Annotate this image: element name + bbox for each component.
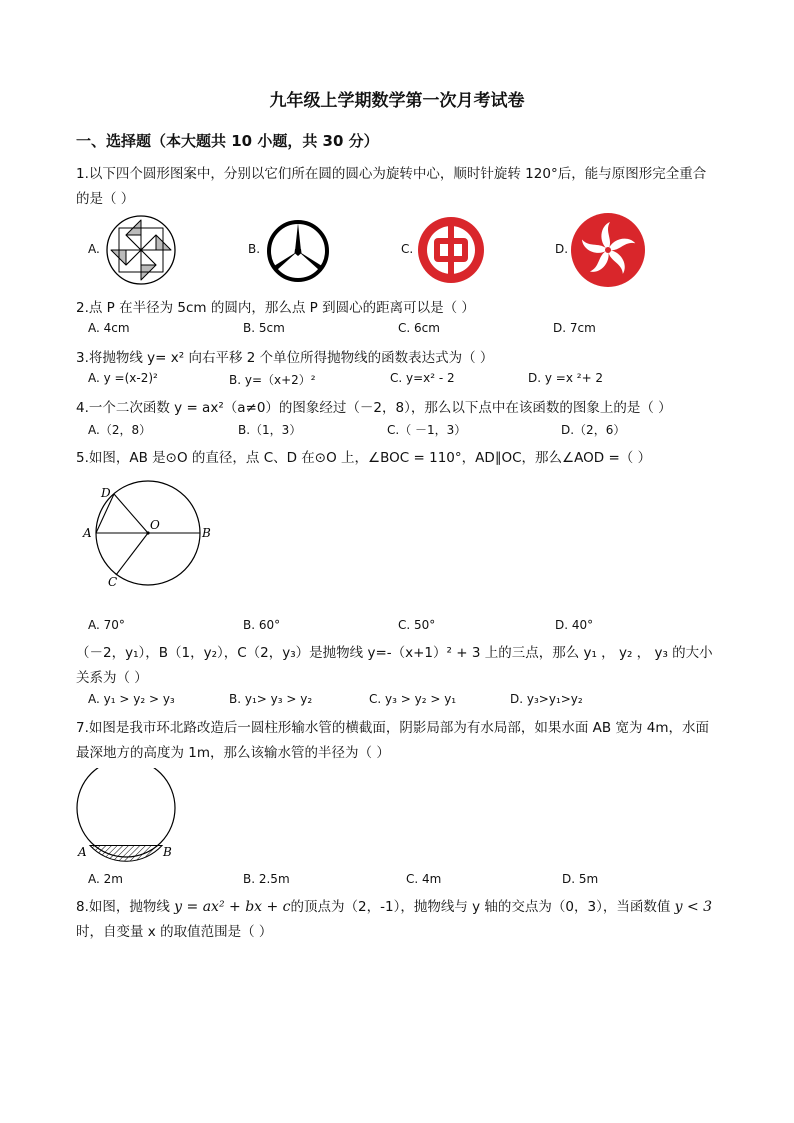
- q6-option-d: D. y₃>y₁>y₂: [510, 692, 583, 706]
- q1-option-a-label: A.: [88, 242, 100, 256]
- q1-option-d-label: D.: [555, 242, 569, 256]
- q8-text-mid: 的顶点为（2，-1），抛物线与 y 轴的交点为（0，3），当函数值: [290, 899, 675, 915]
- q1-text-line2: 的是（ ）: [76, 191, 135, 207]
- q4-option-d: D.（2，6）: [561, 423, 626, 437]
- q5-text: 5.如图，AB 是⊙O 的直径，点 C、D 在⊙O 上，∠BOC = 110°，AD∥OC，那么∠AOD =（ ）: [76, 450, 652, 466]
- q8-formula: y = ax² + bx + c: [174, 899, 291, 915]
- q1-option-b-label: B.: [248, 242, 261, 256]
- q8-inequality: y < 3: [674, 899, 713, 915]
- q7-text-line2: 最深地方的高度为 1m，那么该输水管的半径为（ ）: [76, 745, 390, 761]
- q7-option-a: A. 2m: [88, 872, 123, 886]
- q3-option-d: D. y =x ²+ 2: [528, 371, 604, 385]
- q4-option-b: B.（1，3）: [238, 423, 302, 437]
- q7-option-b: B. 2.5m: [243, 872, 290, 886]
- q2-text: 2.点 P 在半径为 5cm 的圆内，那么点 P 到圆心的距离可以是（ ）: [76, 300, 475, 316]
- q8-text-line2: 时，自变量 x 的取值范围是（ ）: [76, 924, 273, 940]
- section-heading: 一、选择题（本大题共 10 小题，共 30 分）: [76, 132, 379, 150]
- bauhinia-flag: [570, 212, 646, 288]
- q6-option-b: B. y₁> y₃ > y₂: [229, 692, 313, 706]
- q7-pipe-figure: [70, 768, 182, 862]
- q5-option-b: B. 60°: [243, 618, 281, 632]
- q4-option-a: A.（2，8）: [88, 423, 152, 437]
- q3-option-a: A. y =(x-2)²: [88, 371, 158, 385]
- q7-option-c: C. 4m: [406, 872, 442, 886]
- q5-circle-figure: [78, 480, 218, 592]
- mercedes-logo: [265, 218, 331, 284]
- q6-option-a: A. y₁ > y₂ > y₃: [88, 692, 175, 706]
- q5-label-c: C: [108, 575, 118, 589]
- q7-option-d: D. 5m: [562, 872, 599, 886]
- bank-of-china-logo: [416, 215, 486, 285]
- q2-option-b: B. 5cm: [243, 321, 285, 335]
- q5-option-a: A. 70°: [88, 618, 125, 632]
- pinwheel-figure: [105, 214, 177, 286]
- q6-option-c: C. y₃ > y₂ > y₁: [369, 692, 457, 706]
- q7-label-a: A: [78, 845, 87, 859]
- q5-label-d: D: [101, 486, 111, 500]
- q3-text: 3.将抛物线 y= x² 向右平移 2 个单位所得抛物线的函数表达式为（ ）: [76, 350, 494, 366]
- q4-option-c: C.（ －1，3）: [387, 423, 467, 437]
- q5-label-a: A: [83, 526, 92, 540]
- q2-option-a: A. 4cm: [88, 321, 130, 335]
- q3-option-c: C. y=x² - 2: [390, 371, 455, 385]
- page-title: 九年级上学期数学第一次月考试卷: [269, 91, 525, 111]
- q5-option-c: C. 50°: [398, 618, 436, 632]
- q2-option-c: C. 6cm: [398, 321, 440, 335]
- q8-text-line1: [76, 895, 712, 915]
- q5-label-b: B: [202, 526, 211, 540]
- q6-text-line1: （－2，y₁），B（1，y₂），C（2，y₃）是抛物线 y=-（x+1）² + 3 上的三点，那么 y₁ ， y₂ ， y₃ 的大小: [76, 645, 713, 661]
- q1-text-line1: 1.以下四个圆形图案中，分别以它们所在圆的圆心为旋转中心，顺时针旋转 120°后，能与原图形完全重合: [76, 166, 707, 182]
- q5-label-o: O: [150, 518, 160, 532]
- q5-option-d: D. 40°: [555, 618, 594, 632]
- q2-option-d: D. 7cm: [553, 321, 596, 335]
- q8-text-pre: 8.如图，抛物线: [76, 899, 175, 915]
- q6-text-line2: 关系为（ ）: [76, 670, 148, 686]
- q7-label-b: B: [163, 845, 172, 859]
- q7-text-line1: 7.如图是我市环北路改造后一圆柱形输水管的横截面，阴影局部为有水局部，如果水面 AB 宽为 4m，水面: [76, 720, 709, 736]
- q4-text: 4.一个二次函数 y = ax²（a≠0）的图象经过（－2，8），那么以下点中在该函数的图象上的是（ ）: [76, 400, 672, 416]
- q1-option-c-label: C.: [401, 242, 414, 256]
- q3-option-b: B. y=（x+2）²: [229, 373, 316, 387]
